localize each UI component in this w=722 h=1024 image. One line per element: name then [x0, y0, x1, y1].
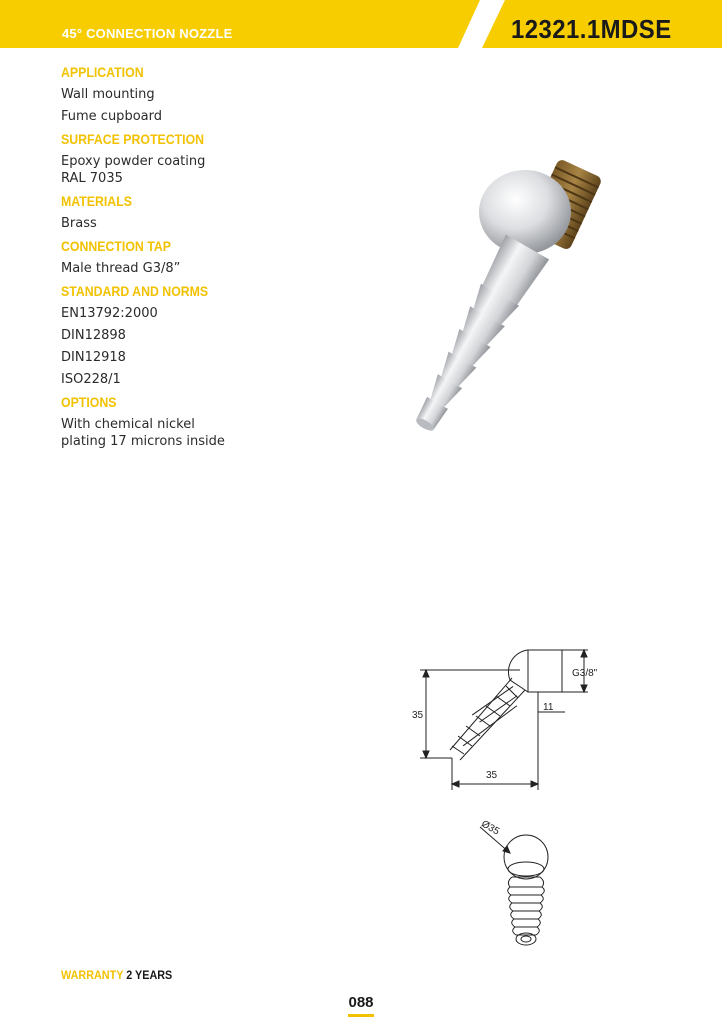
- spec-item: plating 17 microns inside: [61, 434, 225, 449]
- section-heading: APPLICATION: [61, 64, 144, 80]
- spec-item: Brass: [61, 216, 97, 231]
- page-number: 088: [348, 994, 374, 1011]
- section-standards: [61, 282, 321, 388]
- section-heading: SURFACE PROTECTION: [61, 131, 205, 147]
- height-dimension: 35: [412, 710, 424, 721]
- spec-item: Epoxy powder coating: [61, 154, 206, 169]
- section-options: [61, 393, 321, 450]
- section-connection-tap: [61, 237, 321, 277]
- width-dimension: 35: [486, 770, 498, 781]
- spec-item: ISO228/1: [61, 372, 121, 387]
- spec-item: DIN12898: [61, 328, 126, 343]
- thread-dimension: G3/8": [572, 668, 598, 679]
- diameter-dimension: Ø35: [479, 818, 502, 838]
- product-title: 45° CONNECTION NOZZLE: [62, 26, 233, 41]
- warranty-label: WARRANTY: [61, 968, 124, 982]
- technical-drawing-side: [410, 640, 610, 804]
- spec-item: Wall mounting: [61, 87, 155, 102]
- section-surface-protection: [61, 130, 321, 187]
- section-materials: [61, 192, 321, 232]
- warranty-note: [61, 968, 172, 982]
- section-heading: STANDARD AND NORMS: [61, 283, 209, 299]
- spec-item: Fume cupboard: [61, 109, 162, 124]
- spec-item: DIN12918: [61, 350, 126, 365]
- warranty-value: 2 YEARS: [126, 968, 173, 982]
- section-heading: OPTIONS: [61, 394, 117, 410]
- spec-list: [61, 63, 321, 455]
- spec-item: EN13792:2000: [61, 306, 158, 321]
- offset-dimension: 11: [543, 702, 554, 713]
- section-application: [61, 63, 321, 125]
- section-heading: CONNECTION TAP: [61, 238, 171, 254]
- product-code: 12321.1MDSE: [511, 14, 672, 44]
- section-heading: MATERIALS: [61, 193, 132, 209]
- spec-item: Male thread G3/8”: [61, 261, 181, 276]
- technical-drawing-front: [470, 815, 570, 959]
- spec-item: RAL 7035: [61, 171, 123, 186]
- product-image: [390, 150, 610, 454]
- page-number-underline: [348, 1014, 374, 1017]
- spec-item: With chemical nickel: [61, 417, 195, 432]
